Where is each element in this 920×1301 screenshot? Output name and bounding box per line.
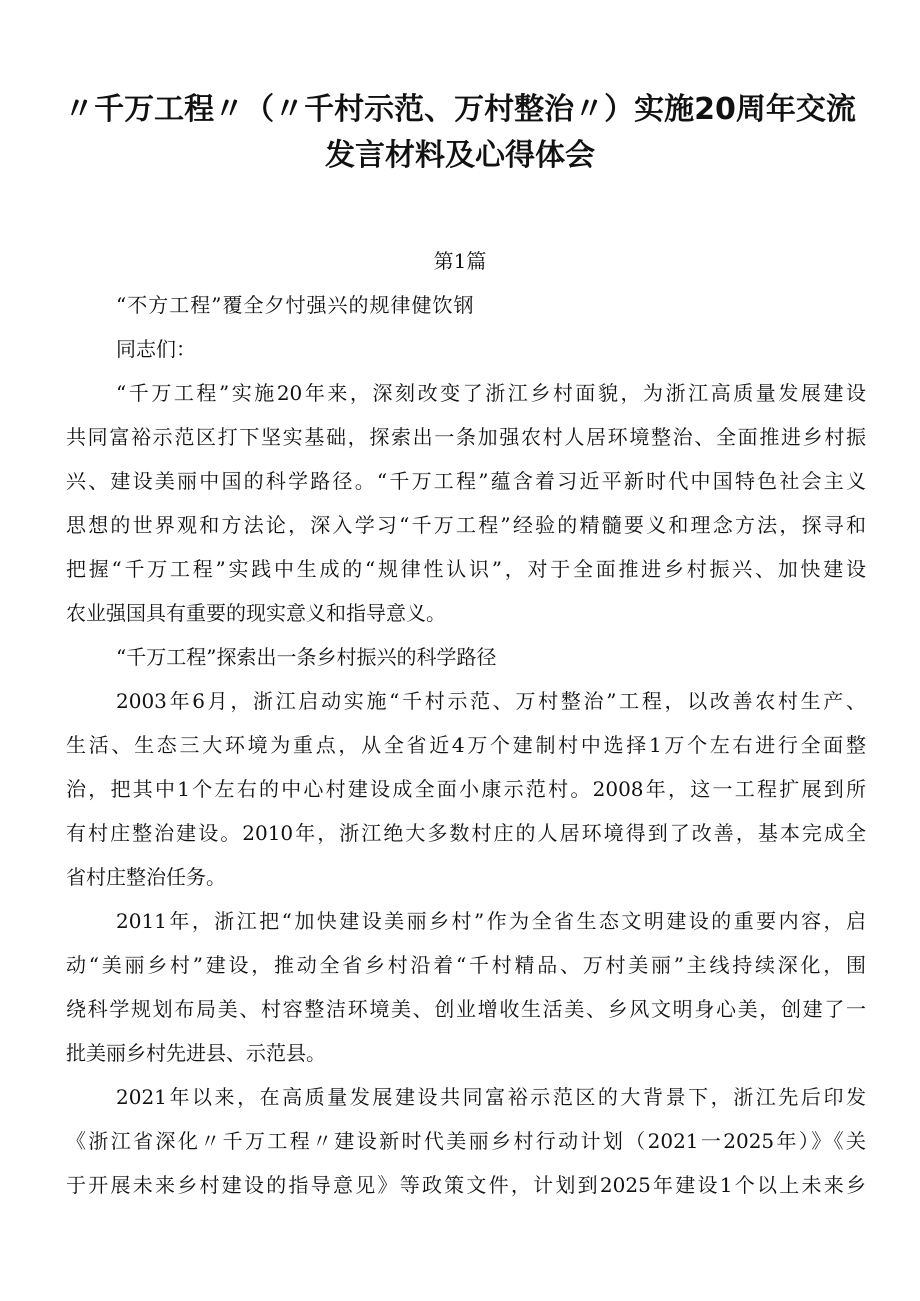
- chapter-label: 第1篇: [433, 249, 487, 273]
- paragraph-3-line: 批美丽乡村先进县、示范县。: [66, 1041, 326, 1065]
- paragraph-1-line: 共同富裕示范区打下坚实基础，探索出一条加强农村人居环境整治、全面推进乡村振: [66, 425, 866, 449]
- paragraph-4-line: 《浙江省深化〃千万工程〃建设新时代美丽乡村行动计划（2021一2025年）》《关: [66, 1129, 866, 1153]
- paragraph-1-line: “千万工程”实施20年来，深刻改变了浙江乡村面貌，为浙江高质量发展建设: [116, 381, 866, 405]
- section-heading: “千万工程”探索出一条乡村振兴的科学路径: [116, 645, 497, 669]
- paragraph-2-line: 治，把其中1个左右的中心村建设成全面小康示范村。2008年，这一工程扩展到所: [66, 777, 866, 801]
- paragraph-4-line: 2021年以来，在高质量发展建设共同富裕示范区的大背景下，浙江先后印发: [116, 1085, 866, 1109]
- document-title-line-1: 〃千万工程〃（〃千村示范、万村整治〃）实施20周年交流: [64, 92, 856, 127]
- article-subtitle: “不方工程”覆全夕忖强兴的规律健饮钢: [116, 293, 475, 317]
- paragraph-3-line: 2011年，浙江把“加快建设美丽乡村”作为全省生态文明建设的重要内容，启: [116, 909, 866, 933]
- paragraph-1-line: 兴、建设美丽中国的科学路径。“千万工程”蕴含着习近平新时代中国特色社会主义: [66, 469, 866, 493]
- paragraph-2-line: 省村庄整治任务。: [66, 865, 226, 889]
- paragraph-2-line: 生活、生态三大环境为重点，从全省近4万个建制村中选择1万个左右进行全面整: [66, 733, 866, 757]
- paragraph-1-line: 农业强国具有重要的现实意义和指导意义。: [66, 601, 446, 625]
- paragraph-4-line: 于开展未来乡村建设的指导意见》等政策文件，计划到2025年建设1个以上未来乡: [66, 1173, 866, 1197]
- greeting: 同志们：: [116, 337, 196, 361]
- paragraph-3-line: 绕科学规划布局美、村容整洁环境美、创业增收生活美、乡风文明身心美，创建了一: [66, 997, 866, 1021]
- paragraph-1-line: 思想的世界观和方法论，深入学习“千万工程”经验的精髓要义和理念方法，探寻和: [66, 513, 866, 537]
- paragraph-3-line: 动“美丽乡村”建设，推动全省乡村沿着“千村精品、万村美丽”主线持续深化，围: [66, 953, 866, 977]
- document-title-line-2: 发言材料及心得体会: [325, 138, 595, 173]
- paragraph-2-line: 有村庄整治建设。2010年，浙江绝大多数村庄的人居环境得到了改善，基本完成全: [66, 821, 866, 845]
- paragraph-2-line: 2003年6月，浙江启动实施“千村示范、万村整治”工程，以改善农村生产、: [116, 689, 866, 713]
- paragraph-1-line: 把握“千万工程”实践中生成的“规律性认识”，对于全面推进乡村振兴、加快建设: [66, 557, 866, 581]
